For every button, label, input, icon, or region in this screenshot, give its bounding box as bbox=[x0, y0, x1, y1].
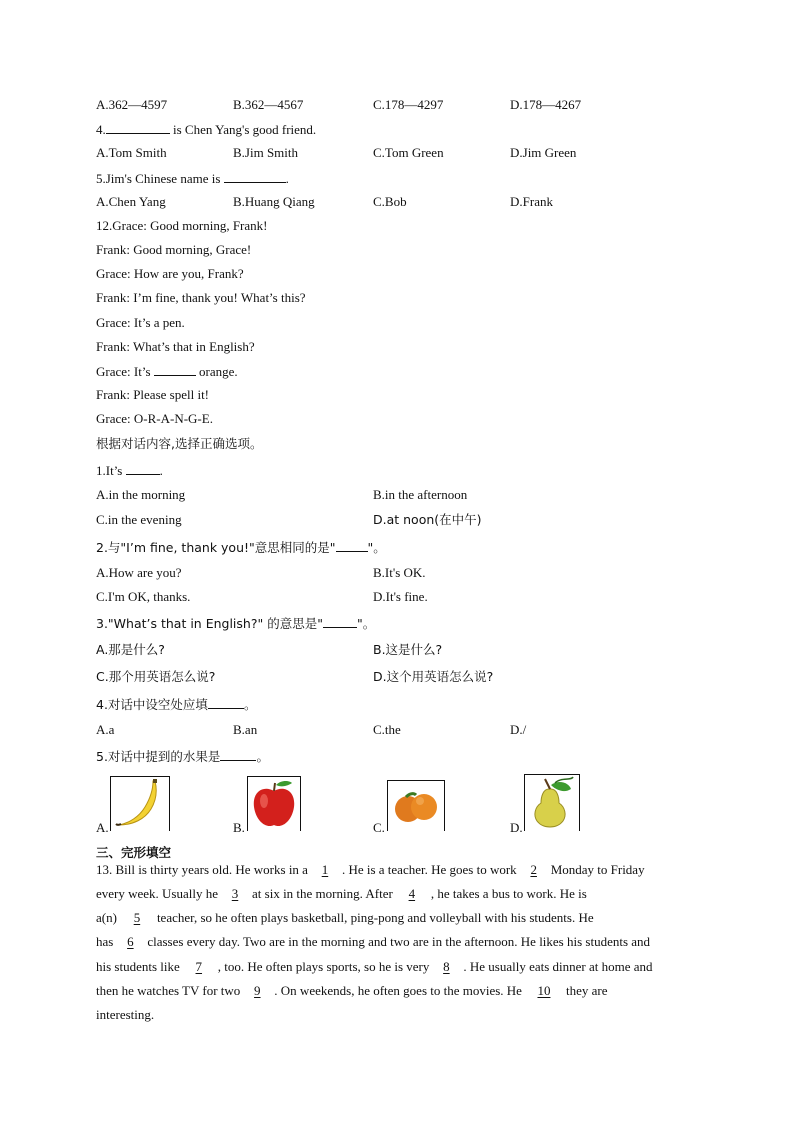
sub3-text: "。 bbox=[356, 616, 376, 631]
sub1-period: . bbox=[159, 463, 163, 478]
q3-option-a: A.362—4597 bbox=[96, 97, 168, 112]
sub2-text: 2.与"I’m fine, thank you!"意思相同的是" bbox=[96, 540, 336, 555]
instruction: 根据对话内容,选择正确选项。 bbox=[96, 436, 263, 451]
q4-number: 4. bbox=[96, 122, 106, 137]
cloze-blank-2: 2 bbox=[530, 862, 537, 877]
cloze-text: his students like bbox=[96, 959, 180, 974]
sub5-option-d: D. bbox=[510, 820, 523, 835]
dialogue-line: Frank: What’s that in English? bbox=[96, 339, 255, 354]
orange-icon bbox=[388, 781, 444, 831]
cloze-text: then he watches TV for two bbox=[96, 983, 241, 998]
dialogue-text: Grace: It’s bbox=[96, 364, 154, 379]
cloze-text: Monday to Friday bbox=[550, 862, 645, 877]
cloze-line-6 bbox=[96, 983, 607, 999]
sub5-option-b: B. bbox=[233, 820, 245, 835]
sub1-blank bbox=[126, 462, 160, 475]
q5-text: 5.Jim's Chinese name is bbox=[96, 171, 224, 186]
q5-option-d: D.Frank bbox=[510, 194, 553, 209]
cloze-text: . On weekends, he often goes to the movies. He bbox=[274, 983, 522, 998]
sub3-option-c: C.那个用英语怎么说? bbox=[96, 669, 216, 684]
cloze-text: , he takes a bus to work. He is bbox=[430, 886, 587, 901]
sub1-text: 1.It’s bbox=[96, 463, 126, 478]
cloze-line-5 bbox=[96, 959, 653, 975]
sub2-stem bbox=[96, 539, 386, 556]
dialogue-line: Grace: O-R-A-N-G-E. bbox=[96, 411, 213, 426]
cloze-blank-5: 5 bbox=[133, 910, 141, 925]
sub3-option-a: A.那是什么? bbox=[96, 642, 165, 657]
sub2-blank bbox=[336, 539, 368, 552]
sub1-option-d: D.at noon(在中午) bbox=[373, 512, 482, 527]
cloze-blank-3: 3 bbox=[231, 886, 239, 901]
banana-picture bbox=[110, 776, 170, 831]
dialogue-line-blank bbox=[96, 363, 238, 380]
sub5-option-a: A. bbox=[96, 820, 109, 835]
section-title: 三、完形填空 bbox=[96, 845, 172, 860]
cloze-blank-6: 6 bbox=[127, 934, 134, 949]
banana-icon bbox=[111, 777, 169, 831]
cloze-text: classes every day. Two are in the morning and two are in the afternoon. He likes his students and bbox=[147, 934, 651, 949]
cloze-blank-7: 7 bbox=[195, 959, 203, 974]
apple-icon bbox=[248, 777, 300, 831]
sub2-text: "。 bbox=[367, 540, 386, 555]
cloze-text: every week. Usually he bbox=[96, 886, 219, 901]
q4-option-a: A.Tom Smith bbox=[96, 145, 167, 160]
cloze-text: . He usually eats dinner at home and bbox=[463, 959, 653, 974]
sub4-option-a: A.a bbox=[96, 722, 115, 737]
cloze-blank-1: 1 bbox=[321, 862, 329, 877]
q5-option-b: B.Huang Qiang bbox=[233, 194, 315, 209]
cloze-blank-9: 9 bbox=[254, 983, 261, 998]
sub2-option-d: D.It's fine. bbox=[373, 589, 428, 604]
sub5-option-c: C. bbox=[373, 820, 385, 835]
orange-picture bbox=[387, 780, 445, 831]
q4-stem bbox=[96, 121, 316, 138]
cloze-text: teacher, so he often plays basketball, ping-pong and volleyball with his students. He bbox=[156, 910, 594, 925]
sub2-option-b: B.It's OK. bbox=[373, 565, 426, 580]
sub1-option-a: A.in the morning bbox=[96, 487, 186, 502]
pear-icon bbox=[525, 775, 579, 831]
dialogue-line: Grace: It’s a pen. bbox=[96, 315, 185, 330]
q5-option-c: C.Bob bbox=[373, 194, 407, 209]
cloze-line-4 bbox=[96, 934, 650, 950]
q3-option-c: C.178—4297 bbox=[373, 97, 444, 112]
sub2-option-c: C.I'm OK, thanks. bbox=[96, 589, 191, 604]
sub5-text: 5.对话中提到的水果是 bbox=[96, 749, 221, 764]
cloze-text: . He is a teacher. He goes to work bbox=[341, 862, 517, 877]
apple-picture bbox=[247, 776, 301, 831]
sub1-option-b: B.in the afternoon bbox=[373, 487, 468, 502]
sub3-text: 3."What’s that in English?" 的意思是" bbox=[96, 616, 323, 631]
dialogue-line: Frank: I’m fine, thank you! What’s this? bbox=[96, 290, 306, 305]
cloze-line-7: interesting. bbox=[96, 1007, 155, 1022]
cloze-blank-8: 8 bbox=[443, 959, 450, 974]
sub4-text: 4.对话中设空处应填 bbox=[96, 697, 208, 712]
dialogue-line: Frank: Good morning, Grace! bbox=[96, 242, 252, 257]
cloze-text: , too. He often plays sports, so he is very bbox=[217, 959, 430, 974]
cloze-line-2 bbox=[96, 886, 587, 902]
cloze-blank-10: 10 bbox=[537, 983, 551, 998]
cloze-line-3 bbox=[96, 910, 594, 926]
cloze-text: a(n) bbox=[96, 910, 117, 925]
q5-blank bbox=[224, 170, 286, 183]
q4-option-c: C.Tom Green bbox=[373, 145, 444, 160]
cloze-blank-4: 4 bbox=[408, 886, 416, 901]
sub1-option-c: C.in the evening bbox=[96, 512, 182, 527]
dialogue-line: 12.Grace: Good morning, Frank! bbox=[96, 218, 268, 233]
sub1-stem bbox=[96, 462, 163, 479]
sub3-stem bbox=[96, 615, 375, 632]
cloze-text: at six in the morning. After bbox=[252, 886, 393, 901]
q4-blank bbox=[106, 121, 170, 134]
q4-text: is Chen Yang's good friend. bbox=[169, 122, 317, 137]
sub4-option-d: D./ bbox=[510, 722, 527, 737]
q5-stem bbox=[96, 170, 289, 187]
sub4-blank bbox=[208, 696, 244, 709]
cloze-line-1 bbox=[96, 862, 645, 878]
q5-period: . bbox=[285, 171, 289, 186]
dialogue-line: Grace: How are you, Frank? bbox=[96, 266, 244, 281]
sub3-option-d: D.这个用英语怎么说? bbox=[373, 669, 494, 684]
q3-option-b: B.362—4567 bbox=[233, 97, 304, 112]
sub4-option-b: B.an bbox=[233, 722, 258, 737]
dialogue-text: orange. bbox=[195, 364, 238, 379]
sub3-blank bbox=[323, 615, 357, 628]
cloze-text: 13. Bill is thirty years old. He works in a bbox=[96, 862, 308, 877]
cloze-text: has bbox=[96, 934, 114, 949]
dialogue-line: Frank: Please spell it! bbox=[96, 387, 210, 402]
q3-option-d: D.178—4267 bbox=[510, 97, 582, 112]
dialogue-blank bbox=[154, 363, 196, 376]
sub5-text: 。 bbox=[256, 749, 269, 764]
pear-picture bbox=[524, 774, 580, 831]
sub2-option-a: A.How are you? bbox=[96, 565, 182, 580]
q4-option-b: B.Jim Smith bbox=[233, 145, 299, 160]
sub5-stem bbox=[96, 748, 269, 765]
sub3-option-b: B.这是什么? bbox=[373, 642, 443, 657]
q4-option-d: D.Jim Green bbox=[510, 145, 577, 160]
q5-option-a: A.Chen Yang bbox=[96, 194, 166, 209]
cloze-text: they are bbox=[565, 983, 608, 998]
sub5-blank bbox=[220, 748, 256, 761]
sub4-text: 。 bbox=[243, 697, 257, 712]
sub4-option-c: C.the bbox=[373, 722, 401, 737]
sub4-stem bbox=[96, 696, 256, 713]
